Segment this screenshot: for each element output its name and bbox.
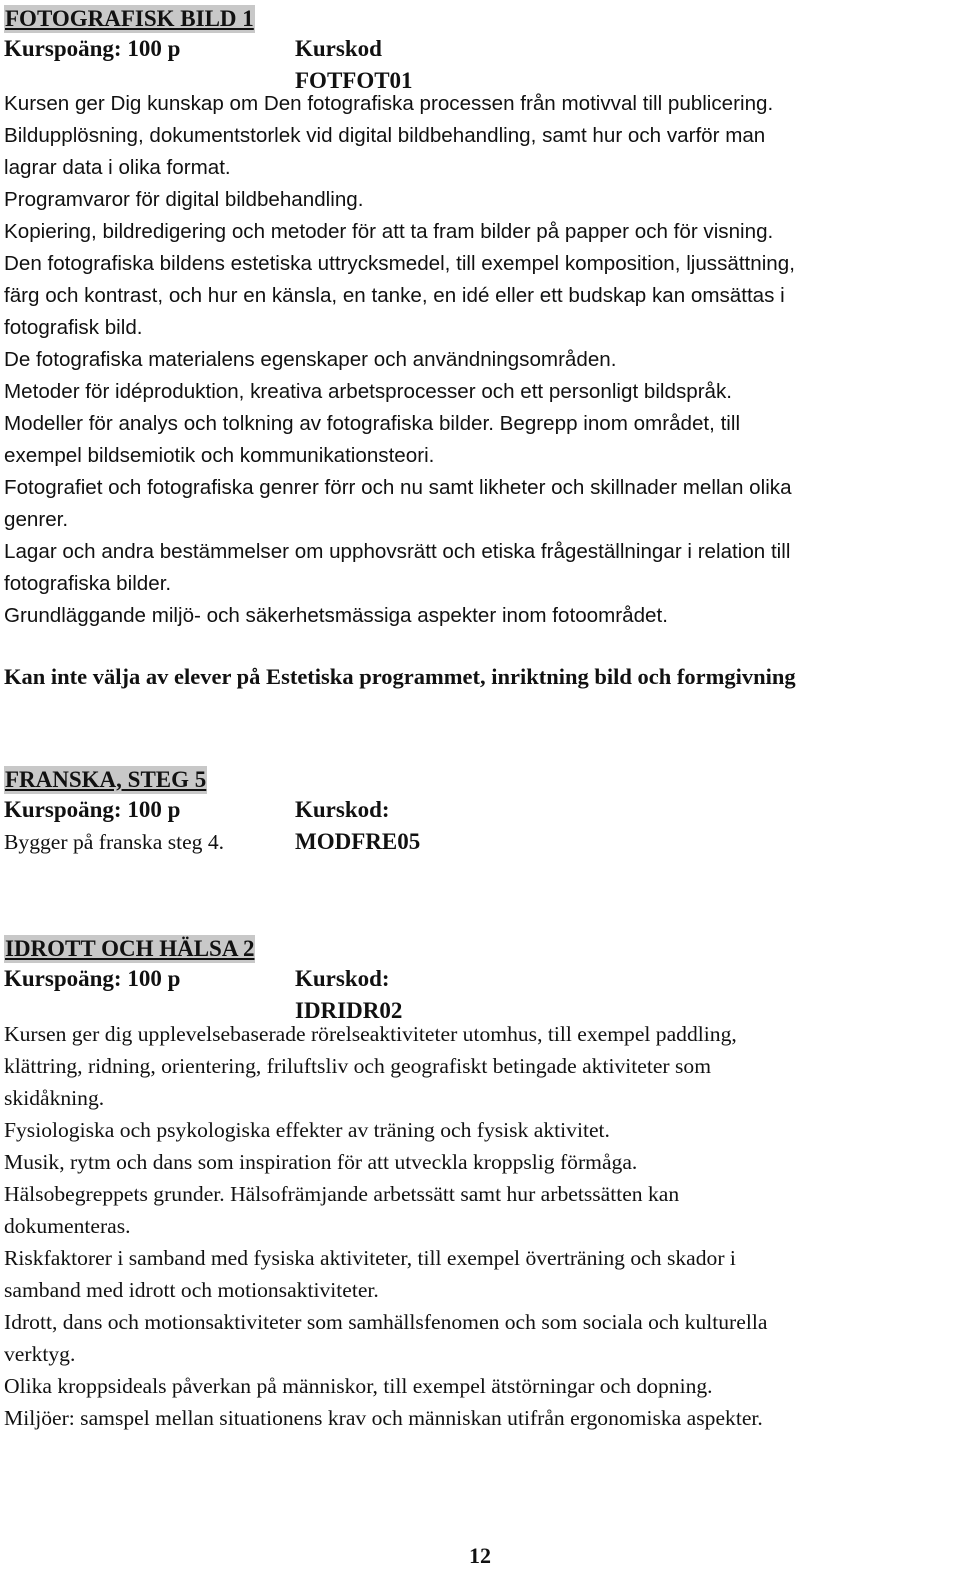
description-line: Fysiologiska och psykologiska effekter av träning och fysisk aktivitet.	[4, 1118, 610, 1142]
description-line: fotografisk bild.	[4, 316, 143, 339]
description-line: Modeller för analys och tolkning av fotografiska bilder. Begrepp inom området, till	[4, 412, 741, 435]
description-line: Den fotografiska bildens estetiska uttrycksmedel, till exempel komposition, ljussättning,	[4, 252, 795, 275]
page-number: 12	[469, 1543, 491, 1568]
description-line: skidåkning.	[4, 1086, 105, 1110]
course-restriction-note: Kan inte välja av elever på Estetiska programmet, inriktning bild och formgivning	[4, 664, 796, 689]
description-line: dokumenteras.	[4, 1214, 131, 1238]
course-section-fotografisk-bild	[4, 5, 796, 689]
description-line: lagrar data i olika format.	[4, 156, 231, 179]
description-line: verktyg.	[4, 1342, 76, 1366]
description-line: Riskfaktorer i samband med fysiska aktiviteter, till exempel överträning och skador i	[4, 1246, 736, 1270]
description-line: De fotografiska materialens egenskaper och användningsområden.	[4, 348, 617, 371]
description-line: Idrott, dans och motionsaktiviteter som samhällsfenomen och som sociala och kulturella	[4, 1310, 768, 1334]
course-title: IDROTT OCH HÄLSA 2	[5, 936, 255, 961]
description-line: Miljöer: samspel mellan situationens krav och människan utifrån ergonomiska aspekter.	[4, 1406, 763, 1430]
course-prerequisite: Bygger på franska steg 4.	[4, 830, 225, 854]
course-credits: Kurspoäng: 100 p	[4, 966, 181, 991]
course-section-idrott	[4, 935, 768, 1430]
description-line: färg och kontrast, och hur en känsla, en tanke, en idé eller ett budskap kan omsättas i	[4, 284, 785, 307]
description-line: Bildupplösning, dokumentstorlek vid digital bildbehandling, samt hur och varför man	[4, 124, 766, 147]
description-line: samband med idrott och motionsaktiviteter.	[4, 1278, 379, 1302]
description-line: Kursen ger dig upplevelsebaserade rörelseaktiviteter utomhus, till exempel paddling,	[4, 1022, 737, 1046]
course-title: FRANSKA, STEG 5	[5, 767, 207, 792]
course-section-franska	[4, 766, 421, 858]
course-code: Kurskod: IDRIDR02	[295, 966, 403, 1023]
course-description	[4, 88, 959, 632]
course-title: FOTOGRAFISK BILD 1	[5, 6, 254, 31]
description-line: fotografiska bilder.	[4, 572, 172, 595]
description-line: exempel bildsemiotik och kommunikationsteori.	[4, 444, 435, 467]
description-line: Grundläggande miljö- och säkerhetsmässiga aspekter inom fotoområdet.	[4, 604, 668, 627]
course-meta	[4, 33, 413, 93]
course-code: Kurskod: MODFRE05	[295, 797, 421, 854]
description-line: Olika kroppsideals påverkan på människor, till exempel ätstörningar och dopning.	[4, 1374, 713, 1398]
description-line: Hälsobegreppets grunder. Hälsofrämjande arbetssätt samt hur arbetssätten kan	[4, 1182, 680, 1206]
description-line: genrer.	[4, 508, 69, 531]
course-credits: Kurspoäng: 100 p	[4, 36, 181, 61]
description-line: Kursen ger Dig kunskap om Den fotografiska processen från motivval till publicering.	[4, 92, 774, 115]
description-line: Musik, rytm och dans som inspiration för att utveckla kroppslig förmåga.	[4, 1150, 638, 1174]
course-description	[4, 1018, 959, 1434]
description-line: Metoder för idéproduktion, kreativa arbetsprocesser och ett personligt bildspråk.	[4, 380, 733, 403]
course-credits: Kurspoäng: 100 p	[4, 797, 181, 822]
description-line: Kopiering, bildredigering och metoder för att ta fram bilder på papper och för visning.	[4, 220, 774, 243]
description-line: Programvaror för digital bildbehandling.	[4, 188, 364, 211]
description-line: Lagar och andra bestämmelser om upphovsrätt och etiska frågeställningar i relation till	[4, 540, 791, 563]
course-meta	[4, 963, 403, 1023]
course-code: Kurskod FOTFOT01	[295, 36, 413, 93]
description-line: klättring, ridning, orientering, friluftsliv och geografiskt betingade aktiviteter som	[4, 1054, 712, 1078]
description-line: Fotografiet och fotografiska genrer förr och nu samt likheter och skillnader mellan olika	[4, 476, 792, 499]
